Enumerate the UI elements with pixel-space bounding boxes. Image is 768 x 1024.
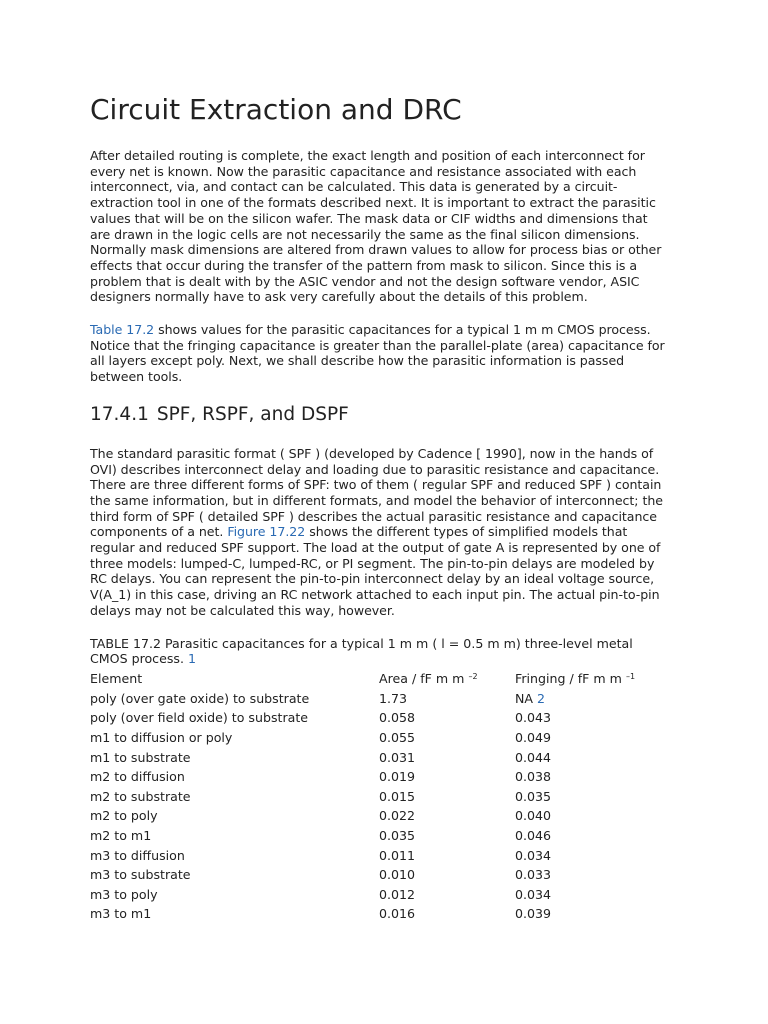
cell-element: poly (over field oxide) to substrate	[90, 710, 309, 726]
text-line: Notice that the fringing capacitance is greater than the parallel-plate (area) capacitance for	[90, 337, 665, 353]
cell-fringing: 0.044	[515, 749, 552, 765]
cell-area: 0.019	[379, 769, 416, 785]
page-title: Circuit Extraction and DRC	[90, 93, 462, 126]
text-line: designers normally have to ask very carefully about the details of this problem.	[90, 289, 588, 305]
text-line: The standard parasitic format ( SPF ) (developed by Cadence [ 1990], now in the hands of	[90, 445, 654, 461]
table-caption	[90, 636, 690, 667]
text-line: Normally mask dimensions are altered from drawn values to allow for process bias or other	[90, 242, 662, 258]
cell-area: 0.016	[379, 906, 416, 922]
table-row	[90, 885, 685, 905]
cell-element: m2 to substrate	[90, 788, 191, 804]
cell-area: 0.058	[379, 710, 416, 726]
footnote-2-link[interactable]: 2	[537, 690, 546, 706]
table-reference-paragraph	[90, 322, 690, 385]
section-heading	[90, 402, 690, 428]
cell-area: 0.010	[379, 867, 416, 883]
header-fringing: Fringing / fF m m $^{-1}$	[515, 671, 636, 687]
table-row	[90, 865, 685, 885]
text-line: regular and reduced SPF support. The load at the output of gate A is represented by one of	[90, 540, 661, 556]
cell-area: 0.055	[379, 730, 416, 746]
cell-area: 0.022	[379, 808, 416, 824]
text-line: all layers except poly. Next, we shall describe how the parasitic information is passed	[90, 353, 625, 369]
caption-line: TABLE 17.2 Parasitic capacitances for a typical 1 m m ( l = 0.5 m m) three-level metal	[90, 635, 633, 651]
table-row	[90, 904, 685, 924]
text-line: are drawn in the logic cells are not necessarily the same as the final silicon dimensions.	[90, 226, 640, 242]
cell-element: m2 to m1	[90, 828, 152, 844]
text-line: After detailed routing is complete, the exact length and position of each interconnect for	[90, 148, 645, 163]
cell-fringing: NA 2	[515, 690, 546, 706]
header-area: Area / fF m m $^{-2}$	[379, 671, 478, 687]
caption-text: CMOS process.	[90, 651, 188, 667]
table-row	[90, 767, 685, 787]
cell-element: m3 to m1	[90, 906, 152, 922]
cell-element: m1 to diffusion or poly	[90, 730, 233, 746]
cell-area: 0.035	[379, 828, 416, 844]
cell-element: m3 to substrate	[90, 867, 191, 883]
table-row	[90, 845, 685, 865]
cell-element: m3 to poly	[90, 886, 158, 902]
section-title: SPF, RSPF, and DSPF	[156, 403, 349, 425]
cell-fringing: 0.043	[515, 710, 552, 726]
cell-fringing: 0.046	[515, 828, 552, 844]
cell-element: m1 to substrate	[90, 749, 191, 765]
table-header-row	[90, 669, 685, 689]
document-page	[90, 92, 690, 924]
spf-paragraph	[90, 446, 690, 619]
text-line: third form of SPF ( detailed SPF ) describes the actual parasitic resistance and capacitance	[90, 508, 657, 524]
header-element: Element	[90, 671, 143, 687]
cell-area: 0.012	[379, 886, 416, 902]
cell-area: 0.031	[379, 749, 416, 765]
cell-area: 0.011	[379, 847, 416, 863]
text-line: OVI) describes interconnect delay and loading due to parasitic resistance and capacitance.	[90, 461, 660, 477]
text-line: There are three different forms of SPF: two of them ( regular SPF and reduced SPF ) contain	[90, 477, 662, 493]
cell-element: m3 to diffusion	[90, 847, 185, 863]
text-line: the same information, but in different formats, and model the behavior of interconnect; the	[90, 492, 663, 508]
text-line: RC delays. You can represent the pin-to-pin interconnect delay by an ideal voltage source,	[90, 571, 655, 587]
text-line: values that will be on the silicon wafer. The mask data or CIF widths and dimensions that	[90, 210, 648, 226]
text-line: three models: lumped-C, lumped-RC, or PI segment. The pin-to-pin delays are modeled by	[90, 555, 655, 571]
section-number: 17.4.1	[90, 403, 149, 425]
text-fragment: components of a net.	[90, 524, 228, 540]
text-line: extraction tool in one of the formats described next. It is important to extract the parasitic	[90, 195, 656, 211]
text-line: V(A_1) in this case, driving an RC network attached to each input pin. The actual pin-to-pin	[90, 587, 660, 603]
cell-fringing: 0.039	[515, 906, 552, 922]
table-row	[90, 728, 685, 748]
cell-area: 0.015	[379, 788, 416, 804]
capacitance-table	[90, 669, 685, 924]
text-fragment: shows the different types of simplified models that	[305, 524, 628, 540]
cell-fringing: 0.034	[515, 886, 552, 902]
cell-fringing: 0.033	[515, 867, 552, 883]
cell-element: poly (over gate oxide) to substrate	[90, 690, 310, 706]
text-line	[90, 524, 690, 540]
text-line: every net is known. Now the parasitic capacitance and resistance associated with each	[90, 163, 637, 179]
table-row	[90, 806, 685, 826]
cell-element: m2 to diffusion	[90, 769, 185, 785]
cell-fringing: 0.040	[515, 808, 552, 824]
cell-fringing: 0.049	[515, 730, 552, 746]
text-fragment: shows values for the parasitic capacitances for a typical 1 m m CMOS process.	[154, 322, 651, 338]
cell-element: m2 to poly	[90, 808, 158, 824]
cell-fringing: 0.034	[515, 847, 552, 863]
table-row	[90, 689, 685, 709]
table-row	[90, 826, 685, 846]
text-line: problem that is dealt with by the ASIC vendor and not the design software vendor, ASIC	[90, 273, 640, 289]
text-line	[90, 322, 690, 338]
table-row	[90, 747, 685, 767]
cell-fringing: 0.035	[515, 788, 552, 804]
table-17-2-link[interactable]: Table 17.2	[90, 322, 155, 338]
caption-line	[90, 651, 690, 667]
cell-area: 1.73	[379, 690, 408, 706]
footnote-1-link[interactable]: 1	[187, 651, 196, 667]
intro-paragraph	[90, 148, 690, 305]
text-line: between tools.	[90, 369, 183, 385]
text-line: effects that occur during the transfer of the pattern from mask to silicon. Since this is a	[90, 257, 638, 273]
figure-17-22-link[interactable]: Figure 17.22	[227, 524, 306, 540]
cell-fringing: 0.038	[515, 769, 552, 785]
text-line: interconnect, via, and contact can be calculated. This data is generated by a circuit-	[90, 179, 618, 195]
table-row	[90, 708, 685, 728]
text-line: delays may not be calculated this way, however.	[90, 602, 395, 618]
table-row	[90, 787, 685, 807]
